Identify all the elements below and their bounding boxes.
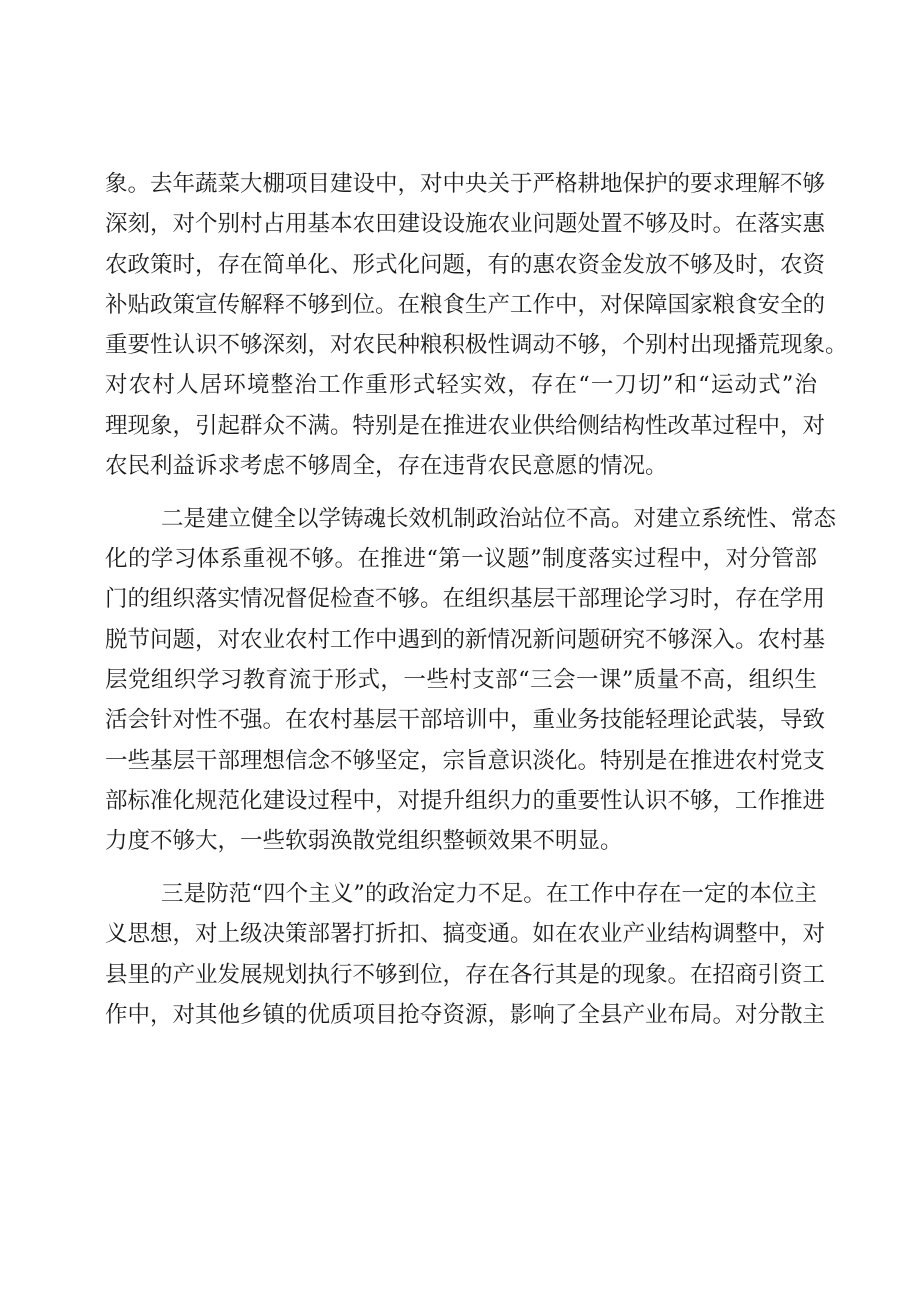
text-line: 层党组织学习教育流于形式，一些村支部“三会一课”质量不高，组织生	[105, 667, 817, 694]
text-line: 义思想，对上级决策部署打折扣、搞变通。如在农业产业结构调整中，对	[105, 921, 826, 948]
text-line: 农民利益诉求考虑不够周全，存在违背农民意愿的情况。	[105, 453, 668, 480]
text-line: 三是防范“四个主义”的政治定力不足。在工作中存在一定的本位主	[161, 881, 817, 908]
text-line: 作中，对其他乡镇的优质项目抢夺资源，影响了全县产业布局。对分散主	[105, 1001, 826, 1028]
text-line: 象。去年蔬菜大棚项目建设中，对中央关于严格耕地保护的要求理解不够	[105, 171, 826, 197]
text-line: 对农村人居环境整治工作重形式轻实效，存在“一刀切”和“运动式”治	[105, 372, 817, 399]
text-line: 活会针对性不强。在农村基层干部培训中，重业务技能轻理论武装，导致	[105, 707, 826, 734]
text-line: 门的组织落实情况督促检查不够。在组织基层干部理论学习时，存在学用	[105, 586, 826, 613]
text-line: 脱节问题，对农业农村工作中遇到的新情况新问题研究不够深入。农村基	[105, 626, 826, 653]
text-line: 补贴政策宣传解释不够到位。在粮食生产工作中，对保障国家粮食安全的	[105, 291, 826, 318]
text-line: 农政策时，存在简单化、形式化问题，有的惠农资金发放不够及时，农资	[105, 251, 826, 278]
text-line: 重要性认识不够深刻，对农民种粮积极性调动不够，个别村出现播荒现象。	[105, 332, 848, 359]
paragraph-continuation	[105, 164, 848, 486]
text-line: 县里的产业发展规划执行不够到位，存在各行其是的现象。在招商引资工	[105, 961, 826, 988]
text-line: 二是建立健全以学铸魂长效机制政治站位不高。对建立系统性、常态	[161, 505, 837, 532]
text-line: 部标准化规范化建设过程中，对提升组织力的重要性认识不够，工作推进	[105, 787, 826, 814]
paragraph-point-two	[105, 499, 837, 862]
paragraph-point-three	[105, 874, 826, 1035]
text-line: 一些基层干部理想信念不够坚定，宗旨意识淡化。特别是在推进农村党支	[105, 747, 826, 774]
text-line: 深刻，对个别村占用基本农田建设设施农业问题处置不够及时。在落实惠	[105, 211, 826, 238]
text-line: 化的学习体系重视不够。在推进“第一议题”制度落实过程中，对分管部	[105, 546, 817, 573]
text-line: 力度不够大，一些软弱涣散党组织整顿效果不明显。	[105, 828, 623, 855]
document-body	[105, 164, 848, 1048]
text-line: 理现象，引起群众不满。特别是在推进农业供给侧结构性改革过程中，对	[105, 412, 826, 439]
